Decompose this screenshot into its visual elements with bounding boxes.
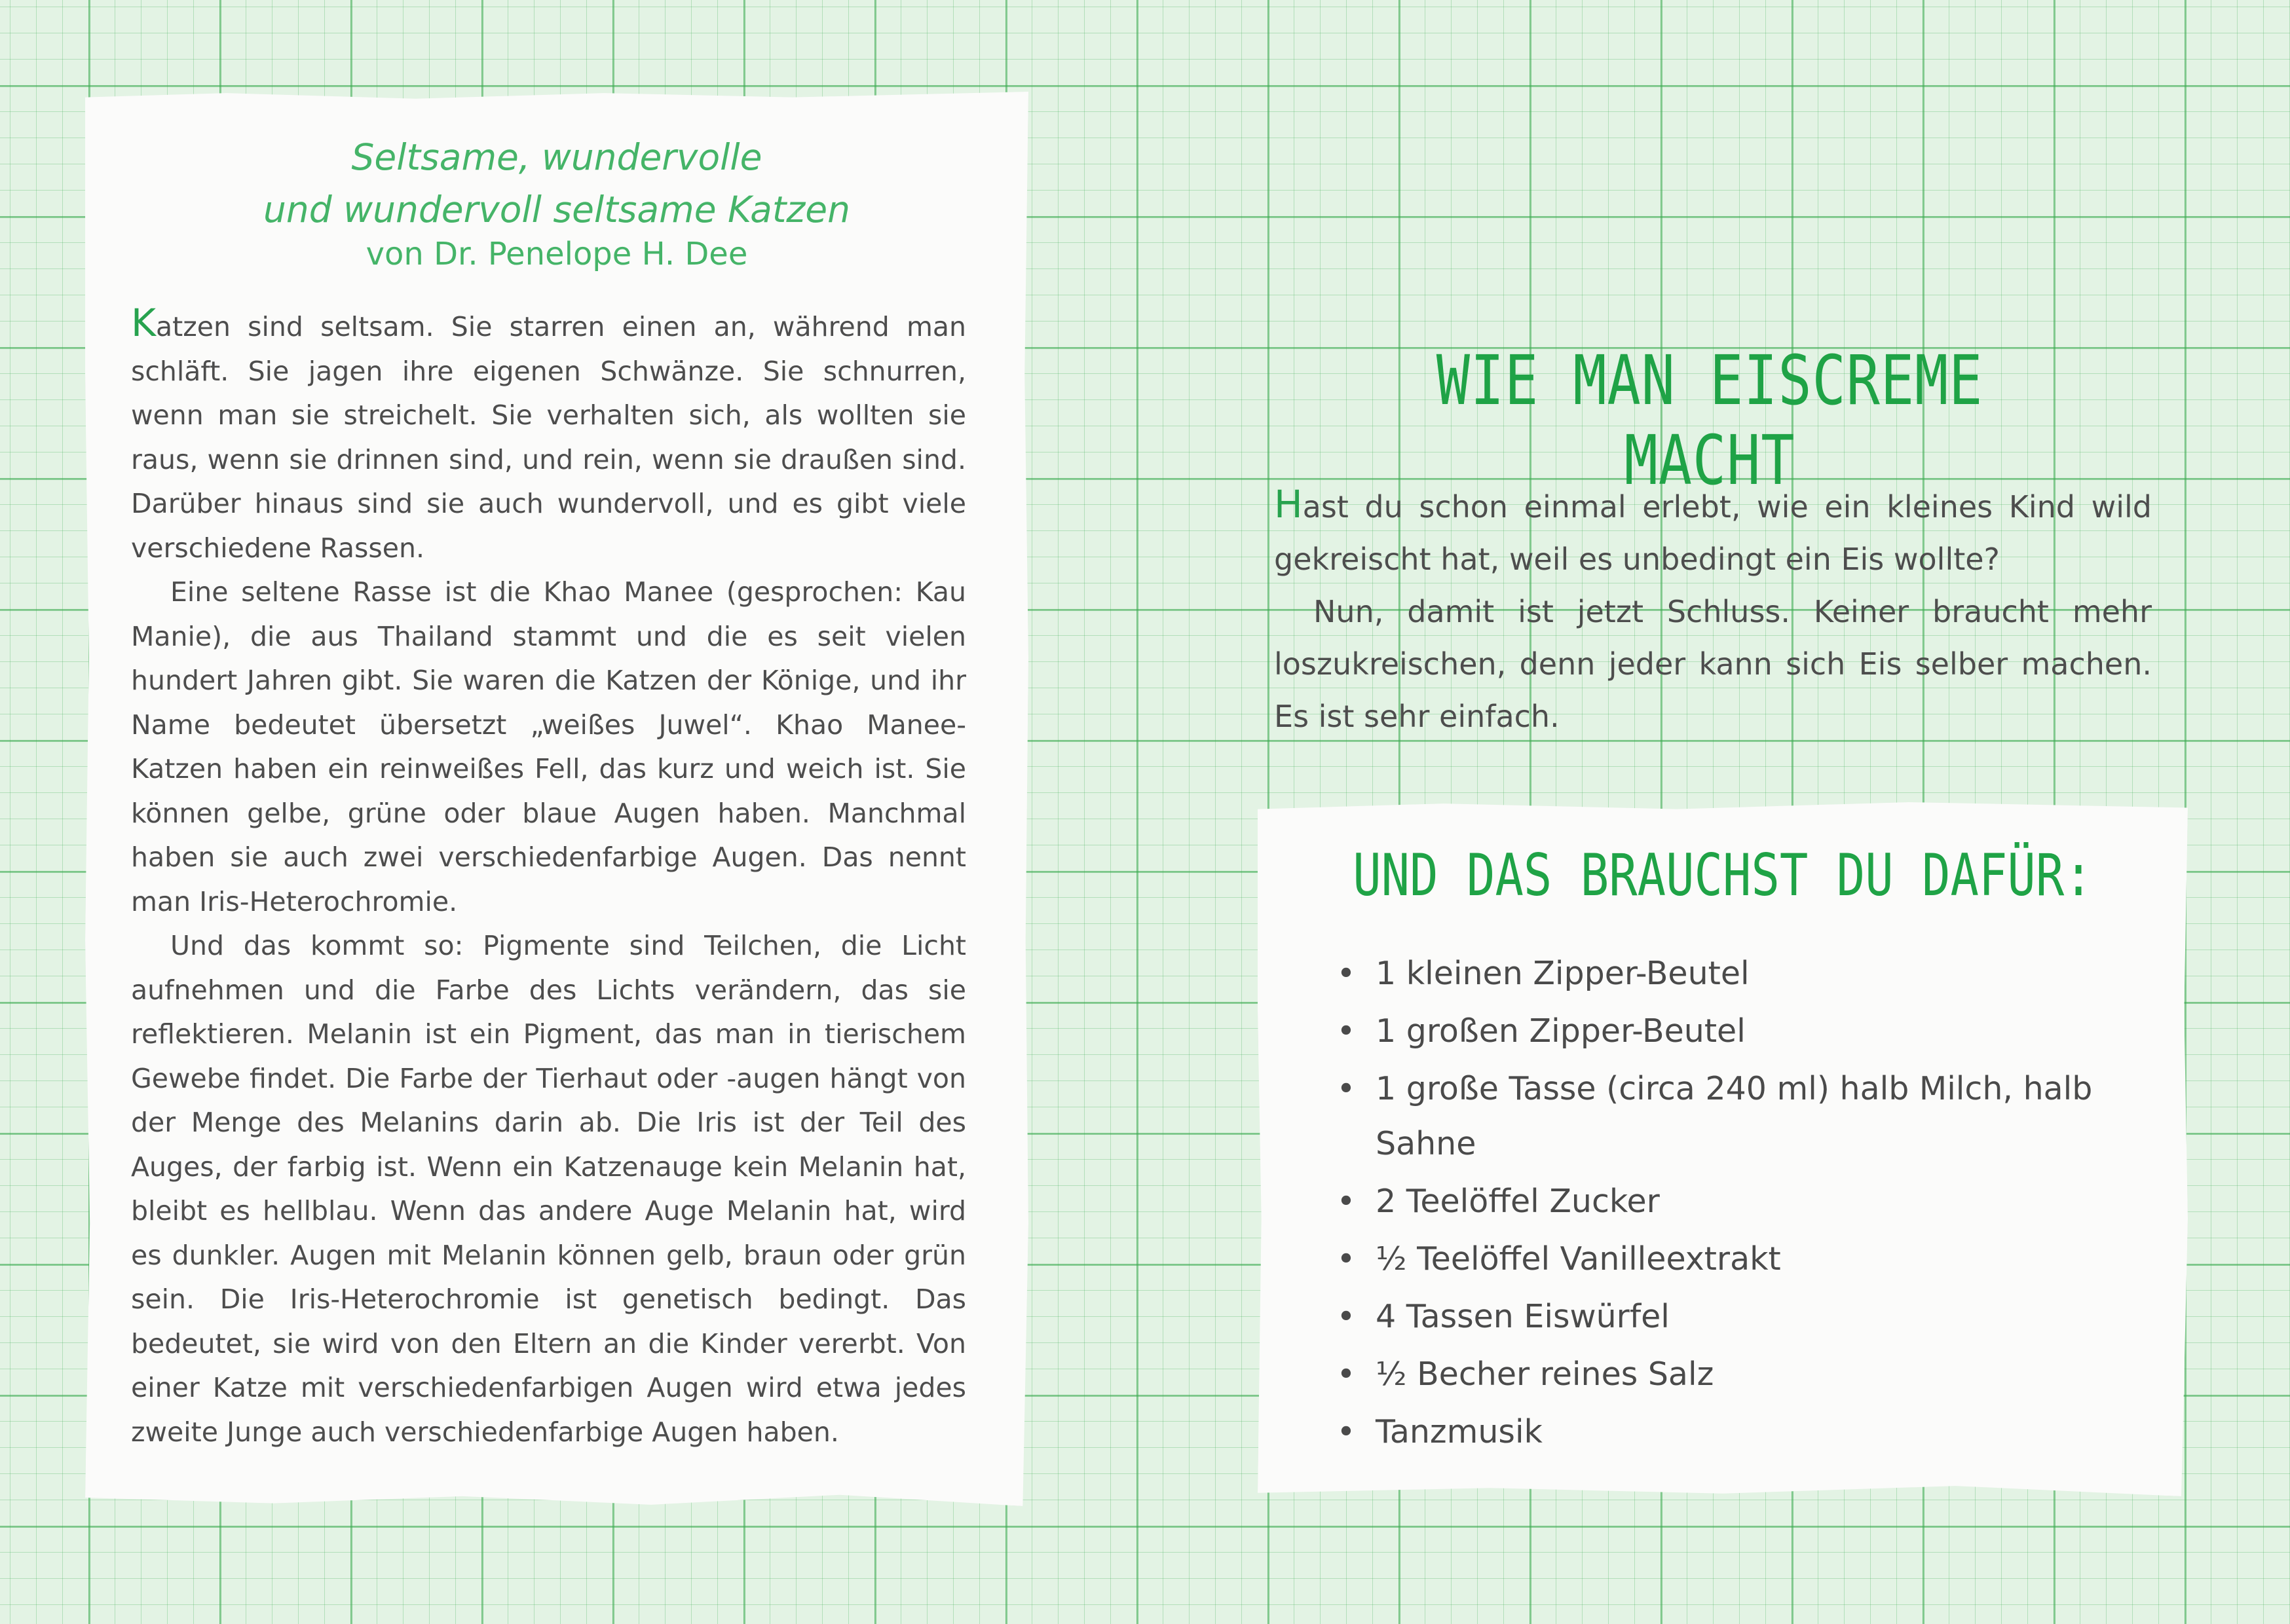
recipe-intro-paragraph-1-text: ast du schon einmal erlebt, wie ein kleines Kind wild gekreischt hat, weil es unbedingt ein Eis wollte?	[1274, 489, 2152, 577]
ingredient-text: 1 kleinen Zipper-Beutel	[1376, 955, 1750, 992]
list-item	[1336, 1289, 2122, 1344]
article-dropcap: K	[131, 301, 157, 345]
article-paragraph-1	[131, 301, 966, 570]
recipe-dropcap: H	[1274, 482, 1303, 526]
ingredient-text: 2 Teelöffel Zucker	[1376, 1183, 1660, 1220]
bullet-icon: •	[1336, 1413, 1356, 1450]
ingredient-text: ½ Becher reines Salz	[1376, 1356, 1714, 1393]
ingredient-text: ½ Teelöffel Vanilleextrakt	[1376, 1240, 1781, 1278]
bullet-icon: •	[1336, 1012, 1356, 1050]
list-item	[1336, 1061, 2122, 1172]
article-paragraph-2: Eine seltene Rasse ist die Khao Manee (gesprochen: Kau Manie), die aus Thailand stammt und die es seit vielen hundert Jahren gibt. Sie waren die Katzen der Könige, und ihr Name bedeutet übersetzt „weißes Juwel“. Khao Manee-Katzen haben ein reinweißes Fell, das kurz und weich ist. Sie können gelbe, grüne oder blaue Augen haben. Manchmal haben sie auch zwei verschiedenfarbige Augen. Das nennt man Iris-Heterochromie.	[131, 576, 966, 917]
ingredients-title: UND DAS BRAUCHST DU DAFÜR:	[1353, 841, 2093, 909]
bullet-icon: •	[1336, 1183, 1356, 1220]
article-title-line1: Seltsame, wundervolle	[351, 136, 762, 178]
article-title	[85, 131, 1028, 236]
list-item	[1336, 1347, 2122, 1402]
ingredient-text: Tanzmusik	[1376, 1413, 1543, 1450]
article-paragraph-1-text: atzen sind seltsam. Sie starren einen an, während man schläft. Sie jagen ihre eigenen Schwänze. Sie schnurren, wenn man sie streichelt. Sie verhalten sich, als wollten sie raus, wenn sie drinnen sind, und rein, wenn sie draußen sind. Darüber hinaus sind sie auch wundervoll, und es gibt viele verschiedene Rassen.	[131, 311, 966, 564]
bullet-icon: •	[1336, 1356, 1356, 1393]
list-item	[1336, 1004, 2122, 1059]
recipe-title: WIE MAN EISCREME MACHT	[1436, 341, 1983, 500]
ingredient-text: 1 große Tasse (circa 240 ml) halb Milch, halb Sahne	[1376, 1070, 2093, 1162]
ingredient-text: 4 Tassen Eiswürfel	[1376, 1298, 1670, 1335]
list-item	[1336, 1405, 2122, 1460]
ingredient-text: 1 großen Zipper-Beutel	[1376, 1012, 1746, 1050]
bullet-icon: •	[1336, 955, 1356, 992]
article-body	[131, 301, 966, 1454]
article-title-line2: und wundervoll seltsame Katzen	[263, 189, 850, 231]
recipe-intro-paragraph-2: Nun, damit ist jetzt Schluss. Keiner braucht mehr loszukreischen, denn jeder kann sich Eis selber machen. Es ist sehr einfach.	[1274, 594, 2152, 734]
bullet-icon: •	[1336, 1298, 1356, 1335]
article-paragraph-3: Und das kommt so: Pigmente sind Teilchen, die Licht aufnehmen und die Farbe des Lichts verändern, das sie reflektieren. Melanin ist ein Pigment, das man in tierischem Gewebe findet. Die Farbe der Tierhaut oder -augen hängt von der Menge des Melanins darin ab. Die Iris ist der Teil des Auges, der farbig ist. Wenn ein Katzenauge kein Melanin hat, bleibt es hellblau. Wenn das andere Auge Melanin hat, wird es dunkler. Augen mit Melanin können gelb, braun oder grün sein. Die Iris-Heterochromie ist genetisch bedingt. Das bedeutet, sie wird von den Eltern an die Kinder vererbt. Von einer Katze mit verschiedenfarbigen Augen wird etwa jedes zweite Junge auch verschiedenfarbige Augen haben.	[131, 930, 966, 1448]
recipe-intro-paragraph-1	[1274, 478, 2152, 585]
list-item	[1336, 1232, 2122, 1287]
recipe-intro	[1274, 478, 2152, 743]
list-item	[1336, 946, 2122, 1001]
bullet-icon: •	[1336, 1070, 1356, 1107]
ingredients-list	[1336, 946, 2122, 1462]
article-author: von Dr. Penelope H. Dee	[366, 236, 748, 272]
bullet-icon: •	[1336, 1240, 1356, 1278]
list-item	[1336, 1174, 2122, 1229]
